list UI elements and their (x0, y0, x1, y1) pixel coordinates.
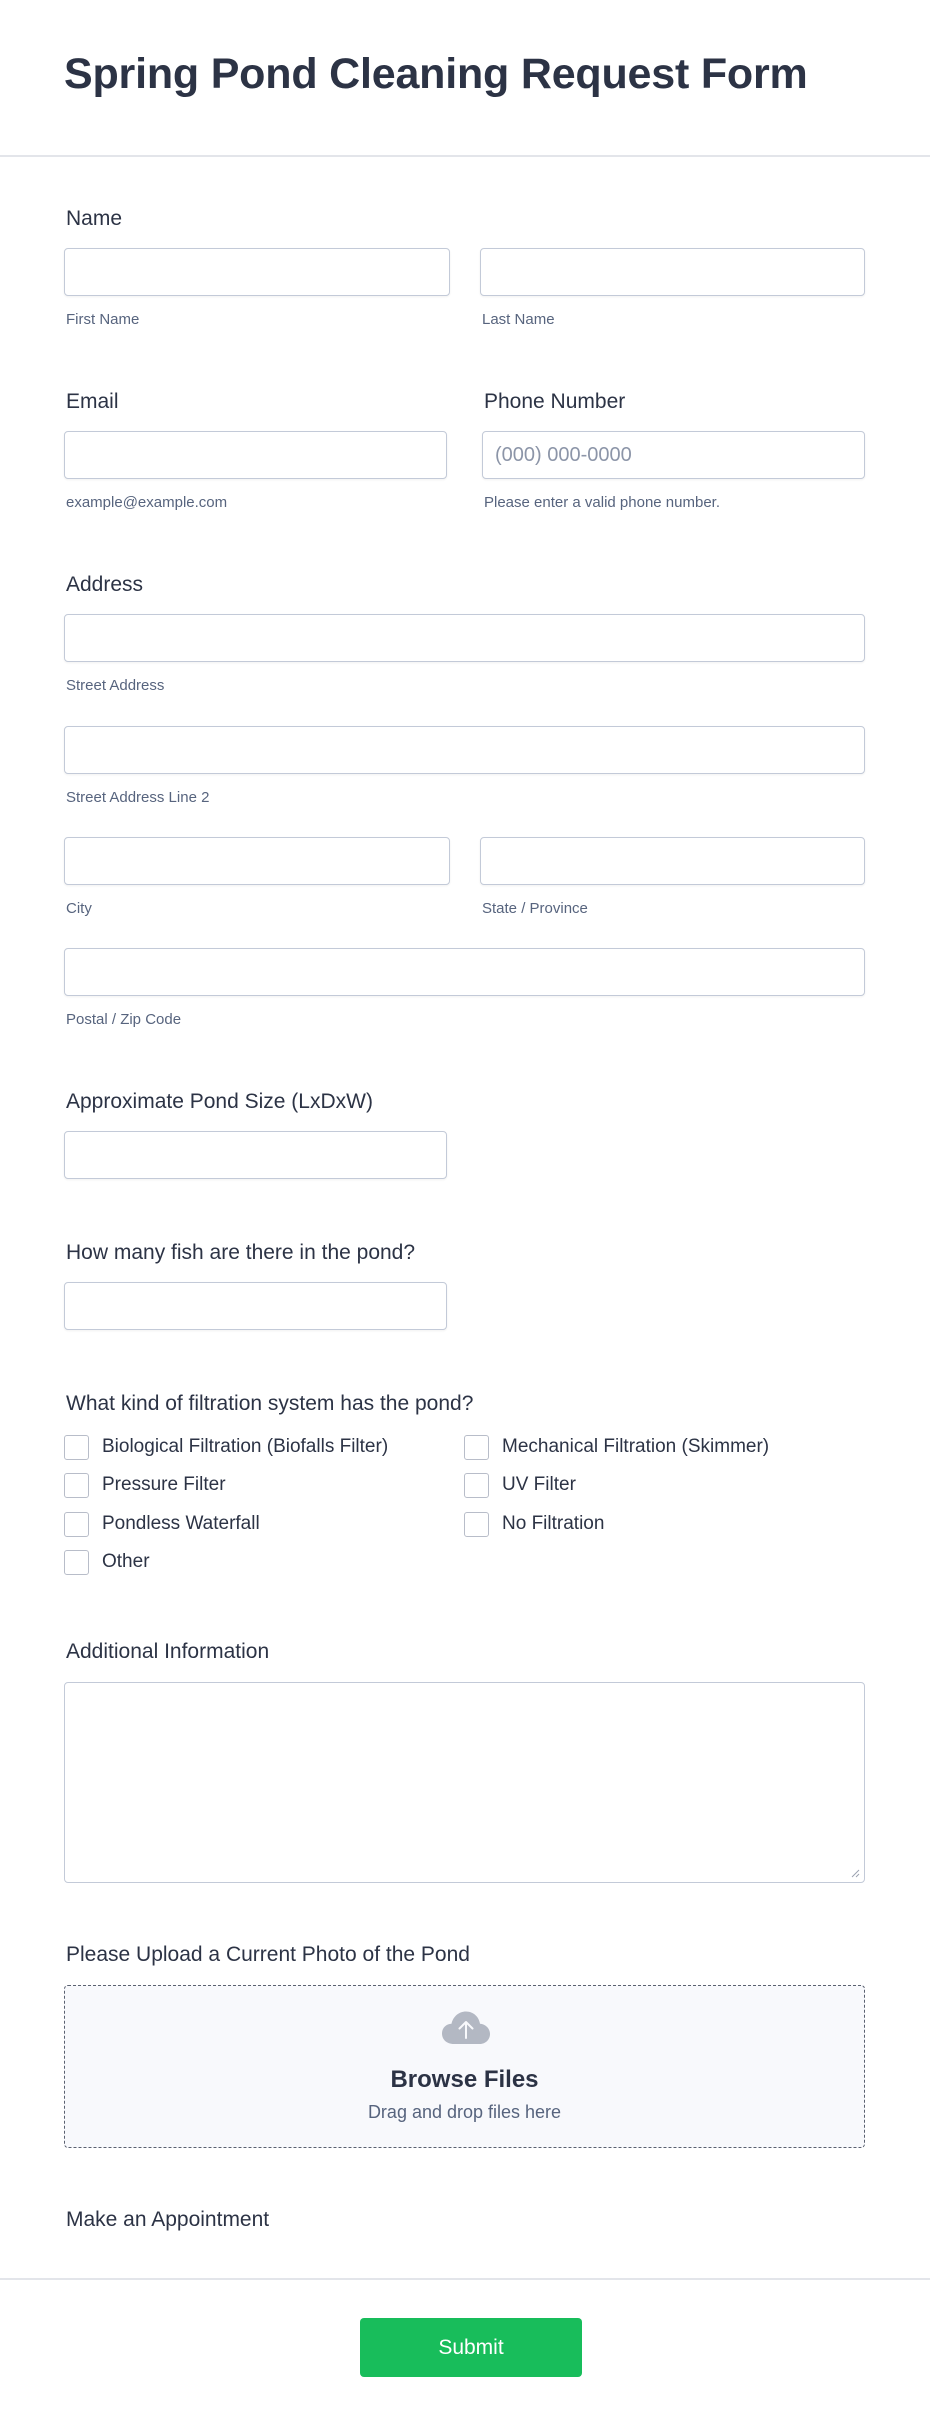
phone-input[interactable]: (000) 000-0000 (482, 431, 865, 479)
checkbox-pondless-waterfall[interactable] (64, 1511, 260, 1537)
checkbox-label: Pondless Waterfall (102, 1513, 260, 1534)
checkbox-box[interactable] (464, 1512, 489, 1537)
email-label: Email (66, 390, 119, 413)
state-sublabel: State / Province (482, 900, 588, 917)
checkbox-label: Mechanical Filtration (Skimmer) (502, 1436, 770, 1457)
submit-button[interactable]: Submit (360, 2318, 582, 2377)
checkbox-box[interactable] (64, 1435, 89, 1460)
checkbox-label: UV Filter (502, 1474, 576, 1495)
phone-label: Phone Number (484, 390, 626, 413)
zip-input[interactable] (64, 948, 865, 996)
checkbox-pressure-filter[interactable] (64, 1472, 226, 1498)
street-address-line2-sublabel: Street Address Line 2 (66, 789, 210, 806)
email-input[interactable] (64, 431, 447, 479)
checkbox-other[interactable] (64, 1549, 150, 1575)
last-name-sublabel: Last Name (482, 311, 555, 328)
drag-drop-hint: Drag and drop files here (367, 2102, 562, 2122)
additional-info-label: Additional Information (66, 1640, 270, 1663)
fish-count-input[interactable] (64, 1282, 447, 1330)
filtration-label: What kind of filtration system has the pond? (66, 1392, 474, 1415)
checkbox-box[interactable] (464, 1473, 489, 1498)
checkbox-label: No Filtration (502, 1513, 605, 1534)
additional-info-textarea[interactable] (64, 1682, 865, 1883)
checkbox-label: Other (102, 1551, 150, 1572)
resize-handle-icon[interactable] (850, 1868, 860, 1878)
zip-sublabel: Postal / Zip Code (66, 1011, 182, 1028)
first-name-sublabel: First Name (66, 311, 140, 328)
fish-count-label: How many fish are there in the pond? (66, 1241, 416, 1264)
street-address-input[interactable] (64, 614, 865, 662)
form-header (0, 0, 930, 157)
checkbox-box[interactable] (64, 1473, 89, 1498)
cloud-upload-icon (441, 2010, 491, 2046)
pond-size-label: Approximate Pond Size (LxDxW) (66, 1090, 373, 1113)
street-address-sublabel: Street Address (66, 677, 165, 694)
first-name-input[interactable] (64, 248, 450, 296)
street-address-line2-input[interactable] (64, 726, 865, 774)
checkbox-box[interactable] (464, 1435, 489, 1460)
checkbox-box[interactable] (64, 1512, 89, 1537)
email-sublabel: example@example.com (66, 494, 228, 511)
checkbox-label: Pressure Filter (102, 1474, 226, 1495)
pond-size-input[interactable] (64, 1131, 447, 1179)
checkbox-box[interactable] (64, 1550, 89, 1575)
phone-sublabel: Please enter a valid phone number. (484, 494, 720, 511)
address-label: Address (66, 573, 144, 596)
city-input[interactable] (64, 837, 450, 885)
checkbox-label: Biological Filtration (Biofalls Filter) (102, 1436, 389, 1457)
checkbox-biological-filtration[interactable] (64, 1434, 388, 1460)
upload-label: Please Upload a Current Photo of the Pond (66, 1943, 470, 1966)
checkbox-uv-filter[interactable] (464, 1472, 576, 1498)
state-input[interactable] (480, 837, 865, 885)
checkbox-mechanical-filtration[interactable] (464, 1434, 769, 1460)
form-title: Spring Pond Cleaning Request Form (64, 50, 808, 98)
city-sublabel: City (66, 900, 92, 917)
name-label: Name (66, 207, 123, 230)
checkbox-no-filtration[interactable] (464, 1511, 604, 1537)
appointment-label: Make an Appointment (66, 2208, 270, 2231)
footer-divider (0, 2278, 930, 2280)
file-upload-dropzone[interactable] (64, 1985, 865, 2148)
last-name-input[interactable] (480, 248, 865, 296)
browse-files-text[interactable]: Browse Files (390, 2066, 539, 2093)
